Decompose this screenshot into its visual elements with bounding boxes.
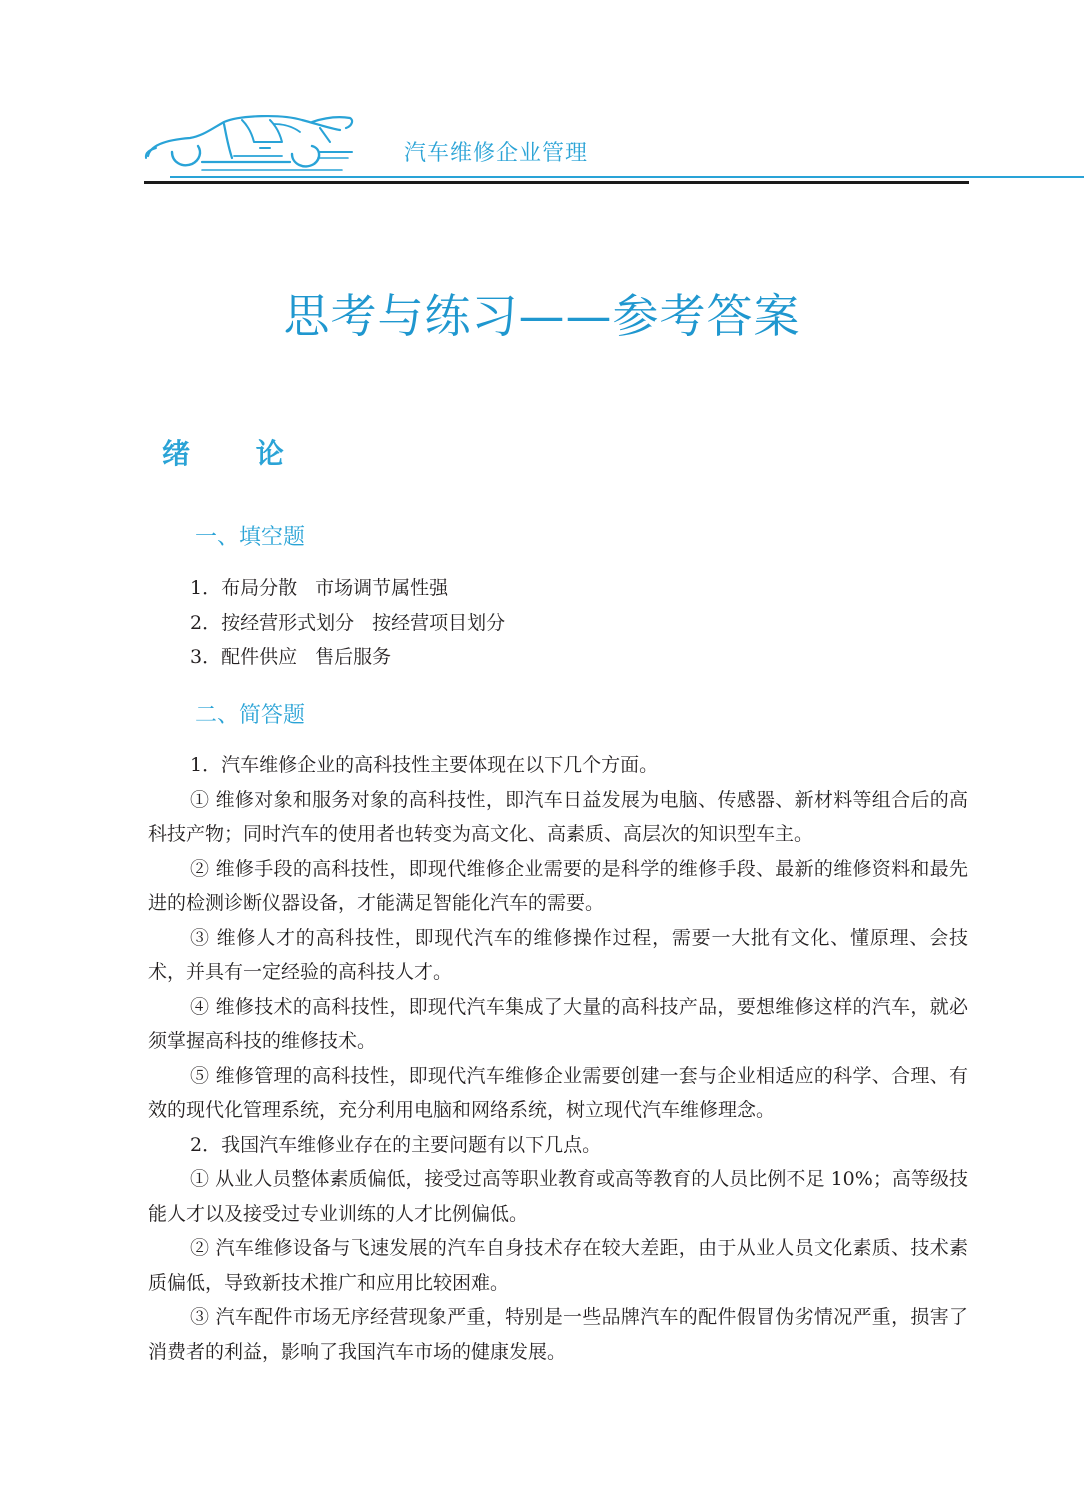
answer-part: 布局分散 bbox=[221, 577, 298, 599]
answer-part: 市场调节属性强 bbox=[315, 577, 449, 599]
page-header bbox=[0, 0, 1084, 190]
fill-in-answer-item bbox=[190, 571, 505, 606]
answer-paragraph: ② 维修手段的高科技性，即现代维修企业需要的是科学的维修手段、最新的维修资料和最先进的检测诊断仪器设备，才能满足智能化汽车的需要。 bbox=[148, 857, 968, 914]
answer-paragraph: 2．我国汽车维修业存在的主要问题有以下几点。 bbox=[190, 1133, 602, 1156]
item-number: 2． bbox=[190, 611, 222, 634]
item-number: 1． bbox=[190, 577, 222, 599]
answer-paragraph: ③ 维修人才的高科技性，即现代汽车的维修操作过程，需要一大批有文化、懂原理、会技术，并具有一定经验的高科技人才。 bbox=[148, 926, 968, 983]
fill-in-answer-item bbox=[190, 606, 505, 641]
answer-paragraph: 1．汽车维修企业的高科技性主要体现在以下几个方面。 bbox=[190, 754, 659, 776]
answer-paragraph: ① 从业人员整体素质偏低，接受过高等职业教育或高等教育的人员比例不足 10%；高等级技能人才以及接受过专业训练的人才比例偏低。 bbox=[148, 1168, 968, 1225]
page-title: 思考与练习——参考答案 bbox=[283, 289, 801, 343]
fill-in-answer-list bbox=[190, 571, 505, 675]
answer-paragraph: ⑤ 维修管理的高科技性，即现代汽车维修企业需要创建一套与企业相适应的科学、合理、有效的现代化管理系统，充分利用电脑和网络系统，树立现代汽车维修理念。 bbox=[148, 1064, 968, 1121]
answer-paragraph: ③ 汽车配件市场无序经营现象严重，特别是一些品牌汽车的配件假冒伪劣情况严重，损害了消费者的利益，影响了我国汽车市场的健康发展。 bbox=[148, 1306, 968, 1363]
header-rule-blue bbox=[170, 176, 1084, 178]
answer-part: 按经营形式划分 bbox=[221, 611, 355, 634]
sports-car-outline-icon bbox=[142, 112, 357, 174]
answer-paragraph: ① 维修对象和服务对象的高科技性，即汽车日益发展为电脑、传感器、新材料等组合后的高科技产物；同时汽车的使用者也转变为高文化、高素质、高层次的知识型车主。 bbox=[148, 788, 968, 845]
item-number: 3． bbox=[190, 646, 222, 668]
chapter-title: 绪 论 bbox=[162, 437, 312, 470]
answer-part: 配件供应 bbox=[221, 646, 298, 668]
section-title-fill-in: 一、填空题 bbox=[195, 525, 306, 550]
answer-part: 按经营项目划分 bbox=[372, 611, 506, 634]
short-answer-body bbox=[148, 748, 968, 1369]
running-header-title: 汽车维修企业管理 bbox=[404, 141, 589, 166]
answer-paragraph: ④ 维修技术的高科技性，即现代汽车集成了大量的高科技产品，要想维修这样的汽车，就必须掌握高科技的维修技术。 bbox=[148, 995, 968, 1052]
fill-in-answer-item bbox=[190, 640, 505, 675]
section-title-short-answer: 二、简答题 bbox=[195, 703, 306, 728]
header-rule-black bbox=[144, 181, 969, 184]
answer-paragraph: ② 汽车维修设备与飞速发展的汽车自身技术存在较大差距，由于从业人员文化素质、技术素质偏低，导致新技术推广和应用比较困难。 bbox=[148, 1237, 968, 1294]
answer-part: 售后服务 bbox=[315, 646, 392, 668]
